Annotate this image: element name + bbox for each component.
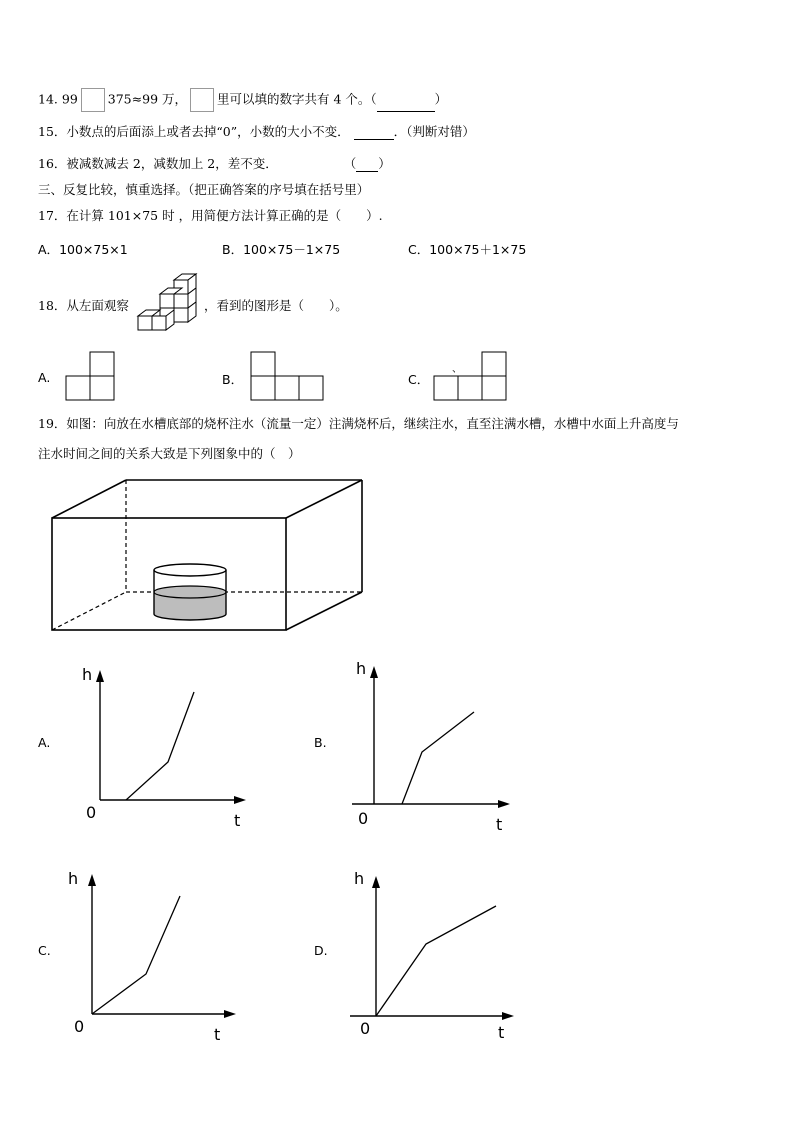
q17-option-a[interactable] [38, 240, 128, 258]
answer-blank[interactable] [377, 99, 435, 112]
q18-option-b-figure[interactable] [249, 351, 329, 403]
q14-middle: 375≈99 万， [107, 91, 187, 107]
question-17-stem: 17．在计算 101×75 时 ，用简便方法计算正确的是（ ）. [38, 208, 383, 223]
q14-close: ） [434, 91, 448, 107]
q18-stray-mark: 、 [452, 364, 462, 375]
q15-text: 15．小数点的后面添上或者去掉“0”，小数的大小不变． [38, 124, 350, 139]
cube-stack-figure [136, 272, 206, 336]
h-axis-label: h [68, 869, 79, 888]
graph-c-label[interactable]: C. [38, 943, 51, 958]
option-label: B． [222, 242, 244, 257]
q18-option-b-label[interactable]: B． [222, 372, 244, 387]
question-18-stem-b: ，看到的图形是（ ）。 [204, 298, 348, 313]
option-label: A． [38, 242, 60, 257]
q18-option-a-label[interactable]: A. [38, 370, 51, 385]
origin-label: 0 [74, 1017, 85, 1036]
graph-b-label[interactable]: B. [314, 735, 327, 750]
answer-box[interactable] [81, 88, 105, 112]
option-text: 100×75－1×75 [243, 242, 341, 257]
q14-suffix: 里可以填的数字共有 4 个。（ [217, 91, 377, 107]
answer-blank[interactable] [354, 127, 394, 140]
graph-a[interactable] [78, 658, 268, 838]
q14-number: 14. [38, 91, 58, 107]
origin-label: 0 [360, 1019, 371, 1038]
section-3-title: 三、反复比较，慎重选择。（把正确答案的序号填在括号里） [38, 182, 370, 197]
question-18-stem-a: 18．从左面观察 [38, 298, 129, 313]
q15-tail: ．（判断对错） [393, 124, 475, 139]
q14-prefix: 99 [61, 91, 78, 107]
question-15 [38, 124, 475, 140]
q17-option-b[interactable] [222, 240, 340, 258]
t-axis-label: t [214, 1025, 221, 1044]
question-19-stem-line2: 注水时间之间的关系大致是下列图象中的（ ） [38, 446, 301, 461]
origin-label: 0 [86, 803, 97, 822]
origin-label: 0 [358, 809, 369, 828]
question-16 [38, 156, 391, 172]
q16-paren-open: （ [343, 156, 357, 171]
t-axis-label: t [234, 811, 241, 830]
option-text: 100×75＋1×75 [429, 242, 527, 257]
question-14 [38, 88, 447, 112]
q18-option-a-figure[interactable] [64, 351, 118, 403]
water-tank-figure [48, 476, 368, 636]
q18-option-c-figure[interactable] [432, 351, 512, 403]
q18-option-c-label[interactable]: C． [408, 372, 430, 387]
graph-d[interactable] [350, 864, 530, 1044]
graph-a-label[interactable]: A. [38, 735, 51, 750]
graph-b[interactable] [352, 656, 522, 836]
h-axis-label: h [356, 659, 367, 678]
h-axis-label: h [82, 665, 93, 684]
q17-option-c[interactable] [408, 240, 526, 258]
q16-text: 16．被减数减去 2，减数加上 2，差不变． [38, 156, 278, 171]
answer-blank[interactable] [356, 159, 378, 172]
graph-c[interactable] [66, 864, 266, 1044]
h-axis-label: h [354, 869, 365, 888]
q16-paren-close: ） [378, 156, 391, 171]
t-axis-label: t [496, 815, 503, 834]
option-text: 100×75×1 [59, 242, 128, 257]
answer-box[interactable] [190, 88, 214, 112]
t-axis-label: t [498, 1023, 505, 1042]
question-19-stem-line1: 19．如图：向放在水槽底部的烧杯注水（流量一定）注满烧杯后，继续注水，直至注满水槽，水槽中水面上升高度与 [38, 416, 679, 431]
option-label: C． [408, 242, 430, 257]
graph-d-label[interactable]: D. [314, 943, 328, 958]
